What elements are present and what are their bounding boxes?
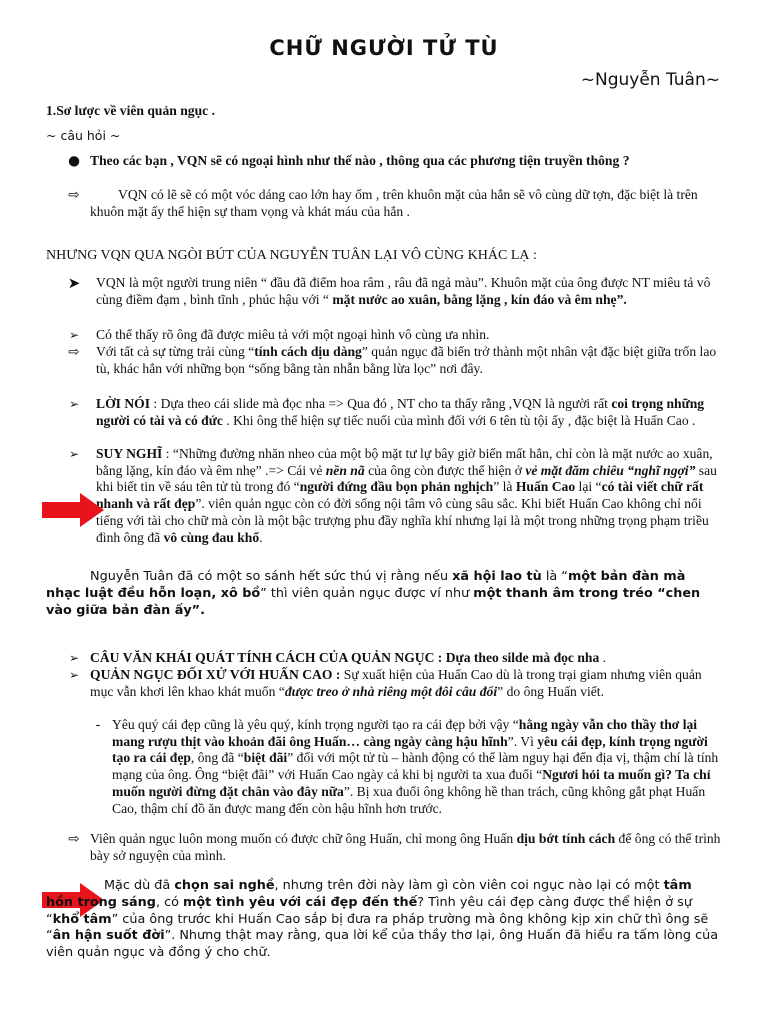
answer-text: VQN có lẽ sẽ có một vóc dáng cao lớn hay ốm , trên khuôn mặt của hắn sẽ vô cùng dữ tợn, đặc biệt là trên khuôn mặt ấy thể hiện sự tham vọng và khát máu của hắn . [90, 187, 698, 219]
arrowhead-bullet-icon: ➤ [67, 274, 81, 292]
comparison-paragraph: Nguyễn Tuân đã có một so sánh hết sức thú vị rằng nếu xã hội lao tù là “một bản đàn mà nhạc luật đều hỗn loạn, xô bồ” thì viên quản ngục được ví như một thanh âm trong tréo “chen vào giữa bản đàn ấy”. [46, 569, 701, 618]
page-title: CHỮ NGƯỜI TỬ TÙ [269, 36, 499, 60]
outline-arrow-icon: ⇨ [68, 344, 80, 360]
section-heading-1: 1.Sơ lược về viên quản ngục . [46, 103, 215, 118]
document-page: CHỮ NGƯỜI TỬ TÙ ~Nguyễn Tuân~ 1.Sơ lược về viên quản ngục . ~ câu hỏi ~ ● Theo các bạn , VQN sẽ có ngoại hình như thế nào , thông qua các phương tiện truyền thông ? ⇨ VQN có lẽ sẽ có một vóc dáng cao lớn hay ốm , trên khuôn mặt của hắn sẽ vô cùng dữ tợn, đặc biệt là trên khuôn mặt ấy thể hiện sự tham vọng và khát máu của hắn . NHƯNG VQN QUA NGÒI BÚT CỦA NGUYỄN TUÂN LẠI VÔ CÙNG KHÁC LẠ : ➤ VQN là một người trung niên “ đầu đã điểm hoa râm , râu đã ngả màu”. Khuôn mặt của ông được NT miêu tả vô cùng điềm đạm , bình tĩnh , phúc hậu với “ mặt nước ao xuân, bằng lặng , kín đáo và êm nhẹ”. ➢ Có thể thấy rõ ông đã được miêu tả với một ngoại hình vô cùng ưa nhìn. ⇨ Với tất cả sự từng trải cùng “tính cách dịu dàng” quản ngục đã biến trở thành một nhân vật đặc biệt giữa trốn lao tù, khác hẳn với những bọn “sống bằng tàn nhẫn bằng lừa lọc” nơi đây. ➢ LỜI NÓI : Dựa theo cái slide mà đọc nha => Qua đó , NT cho ta thấy rằng ,VQN là người rất coi trọng những người có tài và có đức . Khi ông thể hiện sự tiếc nuối của mình đối với 6 tên tù tội ấy , đặc biệt là Huấn Cao . ➢ SUY NGHĨ : “Những đường nhăn nheo của một bộ mặt tư lự bây giờ biến mất hẳn, chỉ còn là mặt nước ao xuân, bằng lặng, kín đáo và êm nhẹ” .=> Cái vẻ nền nã của ông còn được thể hiện ở vẻ mặt đăm chiêu “nghĩ ngợi” sau khi biết tin về sáu tên tử tù trong đó “người đứng đầu bọn phản nghịch” là Huấn Cao lại “có tài viết chữ rất nhanh và rất đẹp”. viên quản ngục còn có đời sống nội tâm vô cùng sâu sắc. Khi biết Huấn Cao không chỉ nổi tiếng với tài cho chữ mà còn là một bậc trượng phu đầy nghĩa khí nhưng lại là một trong những trọng phạm triều đình ông đã vô cùng đau khổ. Nguyễn Tuân đã có một so sánh hết sức thú vị rằng nếu xã hội lao tù là “một bản đàn mà nhạc luật đều hỗn loạn, xô bồ” thì viên quản ngục được ví như một thanh âm trong tréo “chen vào giữa bản đàn ấy”. ➢ CÂU VĂN KHÁI QUÁT TÍNH CÁCH CỦA QUẢN NGỤC : Dựa theo silde mà đọc nha . ➢ QUẢN NGỤC ĐỐI XỬ VỚI HUẤN CAO : Sự xuất hiện của Huấn Cao dù là trong trại giam nhưng viên quản mục vẫn khơi lên khao khát muốn “được treo ở nhà riêng một đôi câu đối” do ông Huấn viết. - Yêu quý cái đẹp cũng là yêu quý, kính trọng người tạo ra cái đẹp bởi vậy “hằng ngày vẫn cho thầy thơ lại mang rượu thịt vào khoản đãi ông Huấn… càng ngày càng hậu hĩnh”. Vì yêu cái đẹp, kính trọng người tạo ra cái đẹp, ông đã “biệt đãi” đối với một tử tù – hành động có thể làm nguy hại đến địa vị, thậm chí là tính mạng của ông. Ông “biệt đãi” với Huấn Cao ngày cả khi bị người ta xua đuổi “Ngươi hỏi ta muốn gì? Ta chỉ muốn người đừng đặt chân vào đây nữa”. Bị xua đuổi ông không hề than trách, cũng không gắt phạt Huấn Cao, thậm chí đồ ăn được mang đến còn hậu hĩnh hơn trước. ⇨ Viên quản ngục luôn mong muốn có được chữ ông Huấn, chỉ mong ông Huấn dịu bớt tính cách để ông có thể trình bày sở nguyện của mình. Mặc dù đã chọn sai nghề, nhưng trên đời này làm gì còn viên coi ngục nào lại có một tâm hồn trong sáng, có một tình yêu với cái đẹp đến thế? Tình yêu cái đẹp càng được thể hiện ở sự “khổ tâm” của ông trước khi Huấn Cao sắp bị đưa ra pháp trường mà ông không kịp xin chữ thì ông sẽ “ân hận suốt đời”. Nhưng thật may rằng, qua lời kể của thầy thơ lại, ông Huấn đã hiểu ra tấm lòng của viên quản ngục và đồng ý cho chữ. [0, 0, 768, 1024]
bullet-dot-icon: ● [68, 153, 80, 169]
arrowhead-bullet-icon: ➢ [68, 328, 80, 342]
arrowhead-bullet-icon: ➢ [68, 447, 80, 461]
arrowhead-bullet-icon: ➢ [68, 651, 80, 665]
conclusion-paragraph: Mặc dù đã chọn sai nghề, nhưng trên đời này làm gì còn viên coi ngục nào lại có một tâm hồn trong sáng, có một tình yêu với cái đẹp đến thế? Tình yêu cái đẹp càng được thể hiện ở sự “khổ tâm” của ông trước khi Huấn Cao sắp bị đưa ra pháp trường mà ông không kịp xin chữ thì ông sẽ “ân hận suốt đời”. Nhưng thật may rằng, qua lời kể của thầy thơ lại, ông Huấn đã hiểu ra tấm lòng của viên quản ngục và đồng ý cho chữ. [46, 878, 719, 961]
author-name: ~Nguyễn Tuân~ [580, 70, 720, 90]
arrowhead-bullet-icon: ➢ [68, 397, 80, 411]
outline-arrow-icon: ⇨ [68, 831, 80, 847]
dash-bullet: - [95, 717, 101, 733]
outline-arrow-icon: ⇨ [68, 187, 80, 203]
questions-label: ~ câu hỏi ~ [46, 128, 121, 143]
red-arrow-icon [42, 493, 104, 527]
section-heading-2: NHƯNG VQN QUA NGÒI BÚT CỦA NGUYỄN TUÂN LẠI VÔ CÙNG KHÁC LẠ : [46, 248, 537, 263]
question-text: Theo các bạn , VQN sẽ có ngoại hình như thế nào , thông qua các phương tiện truyền thông ? [90, 153, 630, 168]
arrowhead-bullet-icon: ➢ [68, 668, 80, 682]
